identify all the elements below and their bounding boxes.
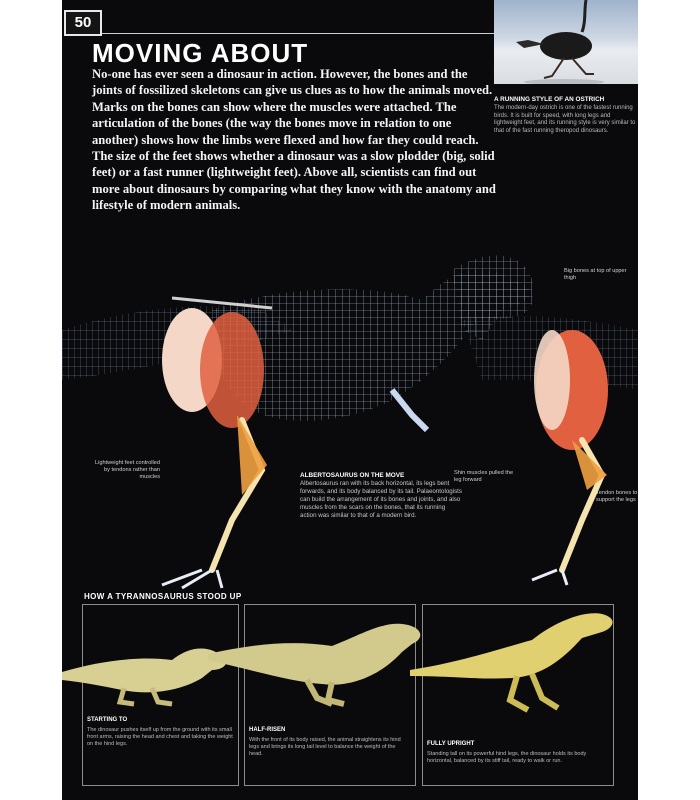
thigh-muscle-left-red	[200, 312, 264, 428]
leg-muscle-left	[237, 415, 267, 495]
panel-half-risen-title: HALF-RISEN	[249, 727, 286, 733]
arm-right	[392, 390, 427, 430]
tyrannosaurus-sequence	[62, 604, 638, 724]
header-rule	[102, 33, 497, 34]
albertosaurus-illustration	[62, 240, 638, 590]
label-tendon-bones: Tendon bones to support the legs	[596, 490, 638, 503]
panel-upright-title: FULLY UPRIGHT	[427, 741, 475, 747]
ostrich-photo	[494, 0, 638, 84]
ostrich-caption-text: The modern-day ostrich is one of the fastest running birds. It is built for speed, with long legs and lightweight feet, and its running style is very similar to that of the fast running theropod dinosaurs.	[494, 105, 636, 134]
foot-right	[532, 570, 567, 585]
albertosaurus-caption	[300, 472, 462, 520]
ostrich-caption-title: A RUNNING STYLE OF AN OSTRICH	[494, 96, 605, 103]
ostrich-caption	[494, 96, 638, 206]
panel-half-risen-text: With the front of its body raised, the animal straightens its hind legs and brings its long tail level to balance the weight of the head.	[249, 737, 401, 757]
book-page	[62, 0, 638, 800]
dino-rising	[208, 624, 420, 704]
albertosaurus-caption-title: ALBERTOSAURUS ON THE MOVE	[300, 472, 405, 479]
panel-upright-text: Standing tall on its powerful hind legs, the dinosaur holds its body horizontal, balanced by its stiff tail, ready to walk or run.	[427, 751, 587, 764]
panel-starting-title: STARTING TO	[87, 717, 128, 723]
intro-paragraph: No-one has ever seen a dinosaur in action. However, the bones and the joints of fossilized skeletons can give us clues as to how the animals moved. Marks on the bones can show where the muscles were attached. The articulation of the bones (the way the bones move in relation to one another) shows how the limbs were flexed and how far they could reach. The size of the feet shows whether a dinosaur was a slow plodder (big, solid feet) or a fast runner (lightweight feet). Above all, scientists can find out more about dinosaurs by comparing what they know with the anatomy and lifestyle of modern animals.	[92, 67, 496, 213]
leg-bone-left	[212, 420, 262, 570]
section-title: HOW A TYRANNOSAURUS STOOD UP	[84, 592, 242, 601]
albertosaurus-caption-text: Albertosaurus ran with its back horizontal, its legs bent forwards, and its body balanced by its tail. Palaeontologists can build the arrangement of its bones and joints, and also muscles from the scars on the bones, that its running action was similar to that of a modern bird.	[300, 480, 462, 519]
page-title: MOVING ABOUT	[92, 38, 309, 68]
dino-upright	[410, 613, 613, 710]
label-shin-muscles: Shin muscles pulled the leg forward	[454, 470, 514, 483]
label-lightweight-feet: Lightweight feet controlled by tendons rather than muscles	[95, 460, 160, 480]
page-number: 50	[64, 10, 102, 36]
dino-crouching	[62, 649, 226, 705]
thigh-muscle-right-pale	[534, 330, 570, 430]
label-big-bones: Big bones at top of upper thigh	[564, 268, 627, 281]
panel-starting-text: The dinosaur pushes itself up from the ground with its small front arms, raising the head and chest and taking the weight on the hind legs.	[87, 727, 233, 747]
